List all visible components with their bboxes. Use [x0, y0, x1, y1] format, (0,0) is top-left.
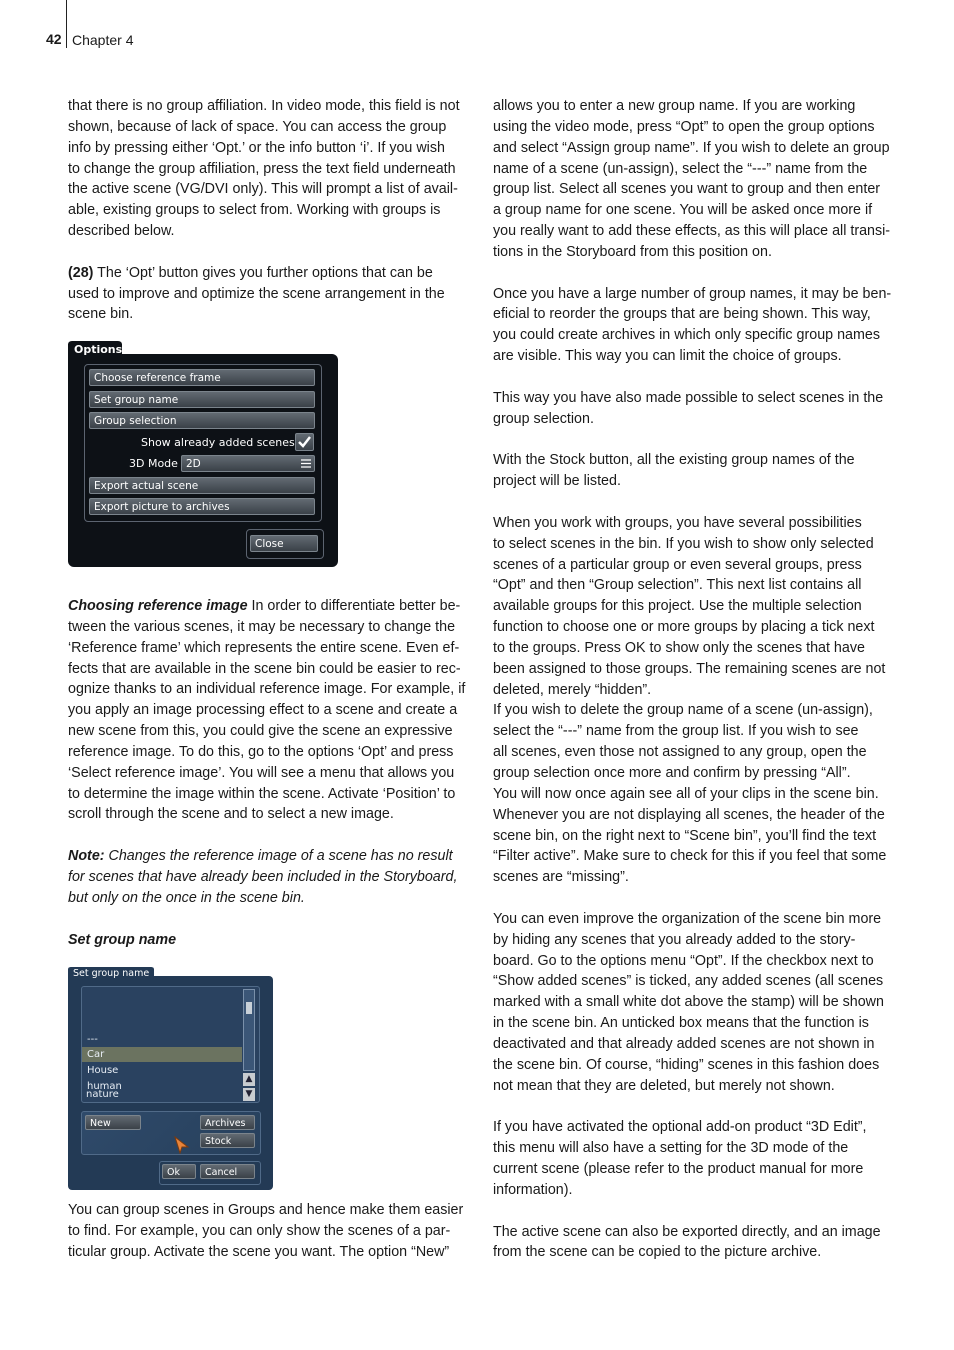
show-added-scenes-checkbox[interactable] [295, 433, 314, 451]
scroll-up-button[interactable] [243, 1073, 255, 1086]
list-item[interactable]: --- [87, 1034, 98, 1045]
set-group-name-button[interactable]: Set group name [89, 391, 315, 408]
text-line: to change the group affiliation, press the text field underneath [68, 160, 456, 177]
chevron-down-icon: ▼ [245, 1089, 253, 1099]
text-line: ognize thanks to an individual reference image. For example, if [68, 681, 466, 698]
3d-mode-label: 3D Mode [129, 457, 178, 470]
text-line: scroll through the scene and to select a new image. [68, 806, 394, 823]
paragraph [493, 284, 913, 367]
text-line: tween the various scenes, it may be necessary to change the [68, 618, 456, 635]
left-column-top [68, 96, 478, 325]
text-line: ‘Select reference image’. You will see a menu that allows you [68, 764, 455, 781]
paragraph [493, 513, 913, 888]
text-line: not mean that they are deleted, but merely not shown. [493, 1077, 835, 1094]
chapter-title: Chapter 4 [72, 32, 134, 48]
text-line: current scene (please refer to the product manual for more [493, 1161, 864, 1178]
page-number: 42 [46, 31, 62, 47]
text-line: are visible. This way you can limit the choice of groups. [493, 348, 842, 365]
text-line: by hiding any scenes that you already added to the story- [493, 931, 856, 948]
text-line: scene bin. [68, 306, 134, 323]
list-item-selected[interactable]: Car [82, 1047, 242, 1062]
text-line: Whenever you are not displaying all scenes, the header of the [493, 806, 885, 823]
paragraph [493, 388, 913, 430]
text-line: new scene from this, you could give the scene an expressive [68, 723, 453, 740]
text-line: the active scene (VG/DVI only). This will prompt a list of avail- [68, 181, 458, 198]
text-line: group selection. [493, 410, 594, 427]
text-line: shown, because of lack of space. You can access the group [68, 118, 447, 135]
text-line: tions in the Storyboard from this position on. [493, 243, 772, 260]
text-line: “Show added scenes” is ticked, any added scenes (all scenes [493, 973, 884, 990]
text-line: allows you to enter a new group name. If you are working [493, 98, 856, 114]
text-line: eficial to reorder the groups that are being shown. This way, [493, 306, 871, 323]
text-line: board. Go to the options menu “Opt”. If the checkbox next to [493, 952, 874, 969]
text-line: ticular group. Activate the scene you want. The option “New” [68, 1243, 450, 1260]
scrollbar-track[interactable] [243, 989, 255, 1071]
cancel-button[interactable]: Cancel [200, 1164, 255, 1179]
text-line: scene bin, on the right next to “Scene bin”, you’ll find the text [493, 827, 877, 844]
text-line: select the “---” name from the group list. If you wish to see [493, 723, 859, 740]
left-column-middle [68, 596, 478, 950]
text-line: able, existing groups to select from. Working with groups is [68, 202, 441, 219]
paragraph-choosing-reference [68, 596, 478, 825]
header-rule [66, 0, 67, 48]
menu-icon [301, 459, 311, 468]
text-line: Once you have a large number of group names, it may be ben- [493, 285, 892, 302]
paragraph [493, 96, 913, 263]
export-actual-scene-button[interactable]: Export actual scene [89, 477, 315, 494]
text-line: You can even improve the organization of the scene bin more [493, 910, 882, 927]
text-line: group list. Select all scenes you want to group and then enter [493, 181, 881, 198]
run-in-heading: Choosing reference image [68, 598, 248, 614]
text-line: reference image. To do this, go to the options ‘Opt’ and press [68, 743, 454, 760]
options-dialog [68, 343, 338, 567]
3d-mode-value: 2D [186, 458, 201, 470]
text-line: The ‘Opt’ button gives you further options that can be [93, 264, 433, 281]
page-header [0, 0, 954, 60]
item-number: (28) [68, 264, 94, 281]
text-line: function to choose one or more groups by placing a tick next [493, 619, 875, 636]
text-line: ‘Reference frame’ which represents the entire scene. Even ef- [68, 639, 460, 656]
chevron-up-icon: ▲ [245, 1074, 253, 1084]
paragraph-group-affiliation [68, 96, 478, 242]
text-line: to the groups. Press OK to show only the scenes that have [493, 639, 865, 656]
text-line: If you wish to delete the group name of a scene (un-assign), [493, 702, 873, 719]
text-line: name of a scene (un-assign), select the “---” name from the [493, 160, 868, 177]
text-line: The active scene can also be exported directly, and an image [493, 1223, 881, 1240]
text-line: that there is no group affiliation. In video mode, this field is not [68, 98, 460, 114]
choose-reference-frame-button[interactable]: Choose reference frame [89, 369, 315, 386]
text-line: You will now once again see all of your clips in the scene bin. [493, 785, 879, 802]
text-line: With the Stock button, all the existing group names of the [493, 452, 855, 469]
text-line: This way you have also made possible to select scenes in the [493, 389, 884, 406]
text-line: but only on the once in the scene bin. [68, 889, 305, 906]
text-line: fects that are available in the scene bin could be easier to rec- [68, 660, 461, 677]
text-line: used to improve and optimize the scene arrangement in the [68, 285, 445, 302]
cursor-arrow-icon [174, 1136, 190, 1154]
3d-mode-select[interactable] [181, 455, 315, 472]
text-line: to select scenes in the bin. If you wish to show only selected [493, 535, 874, 552]
right-column [493, 96, 913, 1263]
group-list [81, 986, 260, 1103]
scrollbar-thumb[interactable] [246, 1002, 252, 1014]
text-line: group selection once more and confirm by pressing “All”. [493, 765, 851, 781]
note-paragraph [68, 846, 478, 909]
ok-button[interactable]: Ok [162, 1164, 196, 1179]
set-group-dialog [68, 968, 273, 1190]
left-column-bottom [68, 1200, 478, 1263]
text-line: all scenes, even those not assigned to any group, open the [493, 744, 867, 761]
stock-button[interactable]: Stock [200, 1133, 255, 1148]
text-line: scenes are “missing”. [493, 869, 629, 886]
text-line: available groups for this project. Use the multiple selection [493, 598, 862, 615]
text-line: When you work with groups, you have several possibilities [493, 514, 862, 531]
text-line: info by pressing either ‘Opt.’ or the info button ‘i’. If you wish [68, 139, 445, 156]
text-line: you really want to add these effects, as this will place all transi- [493, 223, 891, 240]
text-line: If you have activated the optional add-on product “3D Edit”, [493, 1119, 867, 1136]
text-line: to determine the image within the scene. Activate ‘Position’ to [68, 785, 456, 802]
show-added-scenes-label: Show already added scenes [141, 436, 295, 449]
export-picture-button[interactable]: Export picture to archives [89, 498, 315, 515]
text-line: In order to differentiate better be- [247, 598, 461, 614]
list-item[interactable]: human [87, 1081, 122, 1092]
text-line: “Filter active”. Make sure to check for this if you feel that some [493, 848, 887, 865]
list-item[interactable]: House [87, 1065, 119, 1076]
text-line: to find. For example, you can only show the scenes of a par- [68, 1222, 451, 1239]
options-tab: Options [68, 340, 122, 359]
text-line: You can group scenes in Groups and hence make them easier [68, 1202, 464, 1218]
text-line: you could create archives in which only specific group names [493, 327, 881, 344]
paragraph [493, 450, 913, 492]
list-item[interactable]: nature [86, 1089, 119, 1100]
close-button[interactable]: Close [250, 535, 318, 552]
text-line: Changes the reference image of a scene has no result [104, 848, 453, 865]
check-icon [296, 434, 313, 450]
archives-button[interactable]: Archives [200, 1115, 255, 1130]
note-label: Note: [68, 848, 105, 865]
section-heading: Set group name [68, 931, 177, 948]
text-line: using the video mode, press “Opt” to open the group options [493, 118, 875, 135]
text-line: scenes of a particular group or even several groups, press [493, 556, 862, 573]
text-line: described below. [68, 223, 175, 240]
text-line: “Opt” and then “Group selection”. This next list contains all [493, 577, 862, 594]
new-button[interactable]: New [85, 1115, 141, 1130]
text-line: information). [493, 1181, 573, 1198]
text-line: in the scene bin. An unticked box means that the function is [493, 1015, 869, 1032]
text-line: deactivated and that already added scenes are not shown in [493, 1035, 875, 1052]
text-line: you apply an image processing effect to a scene and create a [68, 702, 458, 719]
text-line: from the scene can be copied to the picture archive. [493, 1244, 822, 1261]
text-line: the scene bin. Of course, “hiding” scenes in this fashion does [493, 1056, 880, 1073]
group-selection-button[interactable]: Group selection [89, 412, 315, 429]
text-line: for scenes that have already been included in the Storyboard, [68, 868, 458, 885]
text-line: marked with a small white dot above the stamp) will be shown [493, 994, 884, 1011]
paragraph [493, 909, 913, 1097]
paragraph [493, 1222, 913, 1264]
text-line: been assigned to those groups. The remaining scenes are not [493, 660, 886, 677]
paragraph [493, 1117, 913, 1200]
set-group-tab: Set group name [68, 966, 154, 980]
paragraph-opt-button [68, 263, 478, 326]
text-line: a group name for one scene. You will be asked once more if [493, 202, 873, 219]
text-line: this menu will also have a setting for the 3D mode of the [493, 1140, 849, 1157]
scroll-down-button[interactable] [243, 1088, 255, 1101]
text-line: deleted, merely “hidden”. [493, 681, 652, 698]
text-line: and select “Assign group name”. If you wish to delete an group [493, 139, 890, 156]
text-line: project will be listed. [493, 473, 621, 490]
